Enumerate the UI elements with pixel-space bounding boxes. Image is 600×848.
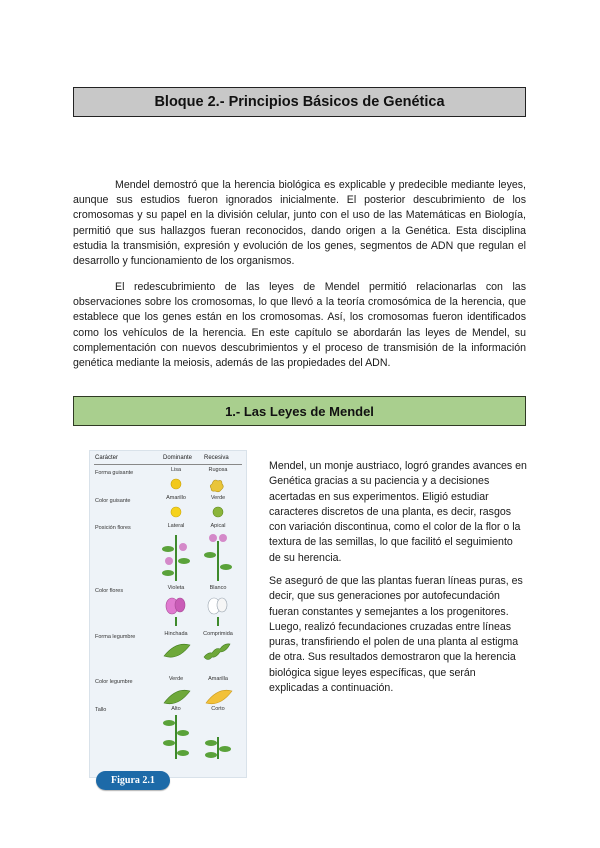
figure-header-recesiva: Recesiva [204, 455, 229, 461]
dominant-label-violeta: Violeta [167, 585, 185, 591]
tall-plant-icon [163, 715, 189, 759]
body-paragraph-1: Mendel, un monje austriaco, logró grandes avances en Genética gracias a su paciencia y a decisiones acertadas en sus experimentos. Eligió estudiar caracteres discretos de una planta, es decir, rasgos con variación discontinua, como el color de la flor o la textura de las semillas, lo que facilitó el seguimiento de su herencia. [269, 460, 527, 564]
section-title-box [73, 396, 526, 426]
row-label-forma-legumbre: Forma legumbre [95, 634, 136, 640]
white-flower-icon [208, 598, 227, 626]
recessive-label-blanco: Blanco [209, 585, 227, 591]
dwarf-plant-icon [205, 737, 231, 759]
dominant-label-alto: Alto [171, 706, 181, 712]
recessive-label-comprimida: Comprimida [203, 631, 233, 637]
axial-flower-plant-icon [162, 535, 190, 581]
figure-caption: Figura 2.1 [111, 775, 155, 786]
dominant-label-amarillo: Amarillo [166, 495, 186, 501]
dominant-label-lateral: Lateral [167, 523, 185, 529]
yellow-pea-icon [171, 507, 181, 517]
recessive-label-corto: Corto [211, 706, 225, 712]
row-label-forma-guisante: Forma guisante [95, 470, 134, 476]
figure-header-caracter: Carácter [95, 455, 119, 461]
row-label-posicion-flores: Posición flores [95, 525, 131, 531]
row-label-color-flores: Color flores [95, 588, 124, 594]
green-pea-icon [213, 507, 223, 517]
recessive-label-apical: Apical [210, 523, 226, 529]
body-paragraph-2: Se aseguró de que las plantas fueran líneas puras, es decir, que sus generaciones por autofecundación fueran constantes y semejantes a los progenitores. Luego, realizó fecundaciones cruzadas entre líneas puras, transfiriendo el polen de una planta al estigma de otra. Sus resultados demostraron que la herencia biológica sigue leyes específicas, que serán explicadas a continuación. [269, 575, 523, 695]
dominant-label-verde: Verde [168, 676, 184, 682]
row-label-color-legumbre: Color legumbre [95, 679, 133, 685]
row-label-color-guisante: Color guisante [95, 498, 131, 504]
section-title: 1.- Las Leyes de Mendel [225, 403, 374, 419]
dominant-label-lisa: Lisa [170, 467, 182, 473]
chapter-title: Bloque 2.- Principios Básicos de Genética [154, 94, 445, 110]
figure-illustrations [90, 451, 248, 779]
yellow-pod-icon [206, 690, 232, 704]
violet-flower-icon [166, 598, 185, 626]
chapter-title-box [73, 87, 526, 117]
row-label-tallo: Tallo [95, 707, 107, 713]
wrinkled-pea-icon [210, 480, 223, 492]
green-pod-icon [164, 690, 190, 704]
constricted-pod-icon [204, 644, 230, 660]
terminal-flower-plant-icon [204, 534, 232, 581]
recessive-label-verde: Verde [210, 495, 226, 501]
mendel-traits-figure [89, 450, 247, 778]
figure-caption-badge [96, 771, 170, 790]
figure-header-dominante: Dominante [163, 455, 193, 461]
inflated-pod-icon [164, 644, 190, 657]
recessive-label-rugosa: Rugosa [208, 467, 228, 473]
dominant-label-hinchada: Hinchada [164, 631, 188, 637]
smooth-pea-icon [171, 479, 181, 489]
intro-paragraph-1: Mendel demostró que la herencia biológica es explicable y predecible mediante leyes, aunque sus estudios fueron ignorados inicialmente. El posterior descubrimiento de los cromosomas y su papel en la división celular, junto con el uso de las Matemáticas en Biología, permitió que sus hallazgos fueran reconocidos, dando origen a la Genética. Esta disciplina estudia la transmisión, expresión y evolución de los genes, segmentos de ADN que regulan el desarrollo y funcionamiento de los organismos. [73, 179, 526, 268]
recessive-label-amarilla: Amarilla [208, 676, 228, 682]
intro-paragraph-2: El redescubrimiento de las leyes de Mendel permitió relacionarlas con las observaciones sobre los cromosomas, lo que llevó a la teoría cromosómica de la herencia, que establece que los genes están en los cromosomas. Así, los cromosomas fueron identificados como los vehículos de la herencia. En este capítulo se abordarán las leyes de Mendel, su complementación con nuevos descubrimientos y el proceso de transmisión de la información genética mediante la meiosis, además de las propiedades del ADN. [73, 281, 526, 370]
